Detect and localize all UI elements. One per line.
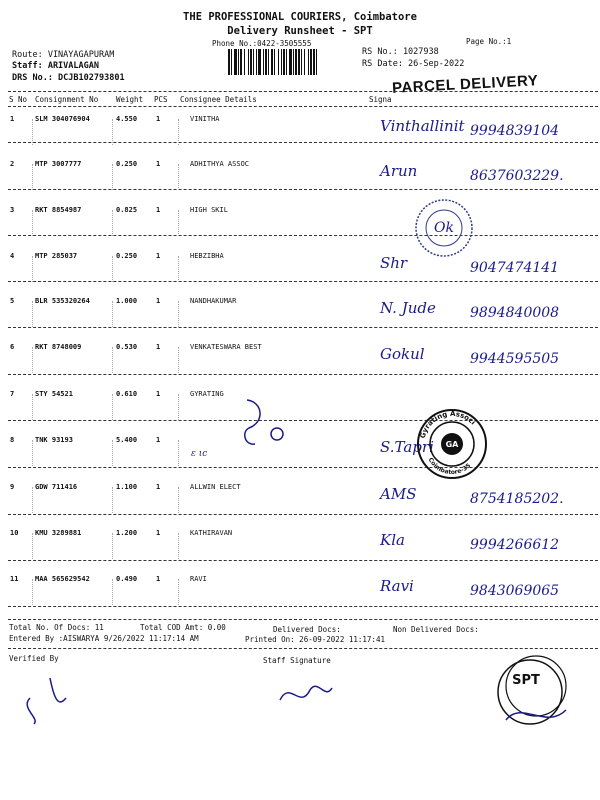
barcode-bar [304, 49, 305, 75]
column-guide [32, 256, 33, 282]
row-divider [8, 327, 598, 328]
barcode [228, 49, 350, 75]
row-sno: 6 [10, 343, 15, 351]
row-sno: 7 [10, 390, 15, 398]
round-stamp-icon [412, 196, 476, 260]
company-name: THE PROFESSIONAL COURIERS, Coimbatore [183, 11, 417, 23]
row-sno: 1 [10, 115, 15, 123]
column-guide [112, 256, 113, 282]
verified-signature-icon [10, 668, 90, 728]
column-guide [178, 533, 179, 559]
row-pcs: 1 [156, 252, 161, 260]
column-guide [32, 394, 33, 420]
row-sno: 8 [10, 436, 15, 444]
row-weight: 5.400 [116, 436, 138, 444]
row-consignment-no: MTP 285037 [35, 252, 78, 260]
column-guide [112, 347, 113, 373]
non-delivered-docs: Non Delivered Docs: [393, 625, 479, 634]
column-guide [178, 164, 179, 190]
column-guide [32, 210, 33, 236]
col-consignment: Consignment No [35, 95, 99, 104]
row-weight: 4.550 [116, 115, 138, 123]
delivered-docs: Delivered Docs: [273, 625, 341, 634]
column-guide [178, 256, 179, 282]
gyrating-stamp-bottom: Coimbatore-35 [426, 456, 473, 477]
printed-on: Printed On: 26-09-2022 11:17:41 [245, 635, 385, 644]
barcode-bar [228, 49, 230, 75]
column-guide [112, 487, 113, 513]
row-consignment-no: RKT 8748009 [35, 343, 82, 351]
column-guide [32, 533, 33, 559]
barcode-bar [301, 49, 302, 75]
barcode-bar [248, 49, 249, 75]
col-pcs: PCS [154, 95, 168, 104]
svg-text:Ok: Ok [434, 220, 454, 236]
row-sno: 9 [10, 483, 15, 491]
row-consignee: RAVI [190, 575, 207, 583]
row-divider [8, 420, 598, 421]
row-signature: Arun [380, 162, 418, 180]
barcode-bar [274, 49, 275, 75]
row-signature: S.Tapri [380, 438, 434, 456]
row-signature: Ravi [380, 577, 414, 595]
rs-number: RS No.: 1027938 [362, 47, 439, 57]
barcode-bar [298, 49, 300, 75]
drs-number: DRS No.: DCJB102793801 [12, 73, 125, 83]
barcode-bar [253, 49, 254, 75]
page-number: Page No.:1 [466, 37, 512, 46]
spt-stamp-icon [486, 640, 586, 740]
document-title: Delivery Runsheet - SPT [227, 25, 373, 37]
row-sno: 5 [10, 297, 15, 305]
row-divider [8, 514, 598, 515]
row-sno: 3 [10, 206, 15, 214]
barcode-bar [283, 49, 285, 75]
row-sno: 11 [10, 575, 19, 583]
row-consignee: GYRATING [190, 390, 224, 398]
row-consignment-no: MAA 565629542 [35, 575, 90, 583]
column-guide [178, 347, 179, 373]
row-pcs: 1 [156, 297, 161, 305]
row-phone: 9047474141 [470, 260, 560, 276]
column-guide [112, 579, 113, 605]
row-pcs: 1 [156, 390, 161, 398]
row-pcs: 1 [156, 343, 161, 351]
row-pcs: 1 [156, 575, 161, 583]
row-signature: AMS [380, 485, 417, 503]
row-divider [8, 281, 598, 282]
column-guide [178, 487, 179, 513]
column-guide [178, 301, 179, 327]
gyrating-stamp-center: GA [445, 440, 459, 449]
column-guide [178, 440, 179, 466]
row-phone: 8754185202. [470, 491, 564, 507]
col-weight: Weight [116, 95, 144, 104]
row-signature: Vinthallinit [380, 117, 465, 135]
column-guide [112, 533, 113, 559]
staff-name: Staff: ARIVALAGAN [12, 61, 99, 71]
row-consignee: HEBZIBHA [190, 252, 224, 260]
rs-date: RS Date: 26-Sep-2022 [362, 59, 465, 69]
header-top-rule [8, 91, 598, 92]
row-signature: Gokul [380, 345, 425, 363]
header-bottom-rule [8, 106, 598, 107]
staff-signature-icon [270, 670, 340, 720]
row-divider [8, 606, 598, 607]
row-consignee: NANDHAKUMAR [190, 297, 237, 305]
barcode-bar [295, 49, 297, 75]
barcode-bar [240, 49, 242, 75]
barcode-bar [313, 49, 315, 75]
svg-text:SPT: SPT [512, 673, 540, 688]
row-divider [8, 560, 598, 561]
row-phone: 9944595505 [470, 351, 560, 367]
entered-by: Entered By :AISWARYA 9/26/2022 11:17:14 AM [9, 634, 199, 643]
column-guide [32, 440, 33, 466]
column-guide [178, 119, 179, 145]
barcode-bar [250, 49, 252, 75]
barcode-bar [268, 49, 269, 75]
row-consignment-no: KMU 3289881 [35, 529, 82, 537]
row-weight: 0.530 [116, 343, 138, 351]
row-consignment-no: TNK 93193 [35, 436, 73, 444]
col-signature: Signa [369, 95, 392, 104]
barcode-bar [271, 49, 273, 75]
barcode-bar [265, 49, 267, 75]
phone-number: Phone No.:0422-3505555 [212, 39, 312, 48]
row-sno: 10 [10, 529, 19, 537]
total-docs: Total No. Of Docs: 11 [9, 623, 104, 632]
row-pcs: 1 [156, 483, 161, 491]
barcode-bar [289, 49, 292, 75]
barcode-bar [263, 49, 264, 75]
barcode-bar [310, 49, 312, 75]
row-consignment-no: SLM 304076904 [35, 115, 90, 123]
column-guide [32, 119, 33, 145]
row-signature: Kla [380, 531, 405, 549]
row-divider [8, 467, 598, 468]
row-phone: 9994839104 [470, 123, 560, 139]
barcode-bar [308, 49, 309, 75]
row-consignment-no: BLR 535320264 [35, 297, 90, 305]
column-guide [32, 487, 33, 513]
column-guide [112, 210, 113, 236]
column-guide [32, 579, 33, 605]
column-guide [112, 164, 113, 190]
row-weight: 0.825 [116, 206, 138, 214]
row-consignee: VINITHA [190, 115, 220, 123]
row-phone: 8637603229. [470, 168, 564, 184]
barcode-bar [244, 49, 245, 75]
column-guide [112, 301, 113, 327]
row-divider [8, 235, 598, 236]
barcode-bar [316, 49, 317, 75]
row-weight: 1.200 [116, 529, 138, 537]
svg-text:ɛ ιc: ɛ ιc [191, 449, 208, 459]
row-pcs: 1 [156, 436, 161, 444]
barcode-bar [231, 49, 232, 75]
row-pcs: 1 [156, 115, 161, 123]
row-consignee: KATHIRAVAN [190, 529, 233, 537]
col-consignee: Consignee Details [180, 95, 257, 104]
row-weight: 0.250 [116, 160, 138, 168]
row-consignment-no: GDW 711416 [35, 483, 78, 491]
barcode-bar [258, 49, 261, 75]
row-weight: 1.000 [116, 297, 138, 305]
row-weight: 1.100 [116, 483, 138, 491]
gyrating-stamp-top: Gyrating Associ [418, 409, 477, 440]
row-divider [8, 189, 598, 190]
row-pcs: 1 [156, 529, 161, 537]
footer-rule [8, 619, 598, 620]
row-phone: 9894840008 [470, 305, 560, 321]
row-pcs: 1 [156, 206, 161, 214]
column-guide [178, 579, 179, 605]
row-weight: 0.250 [116, 252, 138, 260]
barcode-bar [293, 49, 294, 75]
row-phone: 9843069065 [470, 583, 560, 599]
row-sno: 4 [10, 252, 15, 260]
barcode-bar [286, 49, 287, 75]
row-signature: N. Jude [380, 299, 436, 317]
row-signature: Shr [380, 254, 408, 272]
barcode-bar [234, 49, 237, 75]
row-consignee: HIGH SKIL [190, 206, 228, 214]
barcode-bar [281, 49, 282, 75]
verified-by-label: Verified By [9, 654, 59, 663]
row-phone: 9994266612 [470, 537, 560, 553]
column-guide [32, 301, 33, 327]
total-cod: Total COD Amt: 0.00 [140, 623, 226, 632]
row-consignment-no: STY 54521 [35, 390, 73, 398]
row-consignment-no: MTP 3007777 [35, 160, 82, 168]
barcode-bar [256, 49, 257, 75]
row-pcs: 1 [156, 160, 161, 168]
row-divider [8, 374, 598, 375]
row-sno: 2 [10, 160, 15, 168]
column-guide [112, 440, 113, 466]
gyrating-stamp-icon [412, 404, 492, 480]
scribble-icon [185, 392, 295, 462]
column-guide [112, 119, 113, 145]
barcode-bar [238, 49, 239, 75]
row-weight: 0.610 [116, 390, 138, 398]
column-guide [178, 394, 179, 420]
col-sno: S No [9, 95, 28, 104]
column-guide [112, 394, 113, 420]
route: Route: VINAYAGAPURAM [12, 50, 115, 60]
barcode-bar [278, 49, 279, 75]
column-guide [178, 210, 179, 236]
column-guide [32, 347, 33, 373]
row-consignee: VENKATESWARA BEST [190, 343, 262, 351]
row-divider [8, 142, 598, 143]
column-guide [32, 164, 33, 190]
row-consignee: ADHITHYA ASSOC [190, 160, 250, 168]
row-consignee: ALLWIN ELECT [190, 483, 241, 491]
row-weight: 0.490 [116, 575, 138, 583]
parcel-delivery-stamp: PARCEL DELIVERY [391, 72, 539, 97]
row-consignment-no: RKT 8854987 [35, 206, 82, 214]
staff-signature-label: Staff Signature [263, 656, 331, 665]
